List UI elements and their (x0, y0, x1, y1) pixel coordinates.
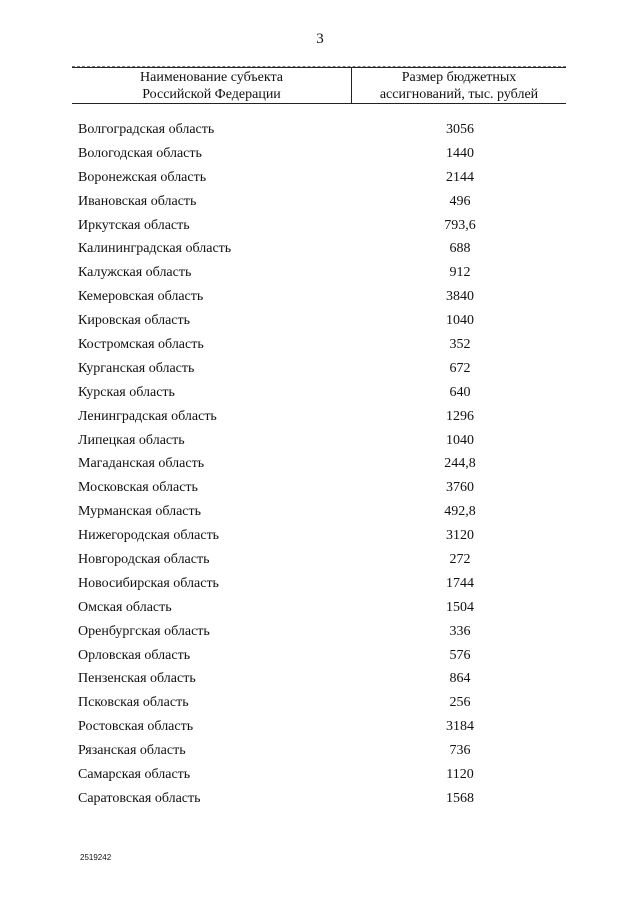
budget-amount: 1120 (446, 767, 474, 783)
region-name: Московская область (78, 480, 198, 496)
region-name: Магаданская область (78, 456, 205, 472)
region-name: Курганская область (78, 360, 195, 376)
table-row (78, 261, 558, 285)
region-name: Оренбургская область (78, 623, 210, 639)
table-row (78, 739, 558, 763)
table-row (78, 691, 558, 715)
budget-amount: 1504 (446, 599, 474, 615)
region-name: Ленинградская область (78, 408, 217, 424)
header-amount-line-1: Размер бюджетных (401, 70, 517, 85)
budget-amount: 1568 (446, 790, 474, 806)
budget-amount: 244,8 (444, 456, 476, 472)
budget-amount: 3840 (446, 289, 474, 305)
table-row (78, 285, 558, 309)
region-name: Калужская область (78, 265, 192, 281)
region-name: Иркутская область (78, 217, 190, 233)
region-name: Костромская область (78, 337, 204, 353)
header-region-line-1: Наименование субъекта (140, 70, 283, 85)
budget-amount: 2144 (446, 169, 474, 185)
table-row (78, 381, 558, 405)
region-name: Саратовская область (78, 790, 201, 806)
table-row (78, 763, 558, 787)
budget-amount: 352 (449, 337, 471, 353)
table-row (78, 357, 558, 381)
table-body (78, 118, 558, 811)
region-name: Кировская область (78, 313, 191, 329)
region-name: Псковская область (78, 695, 189, 711)
table-row (78, 500, 558, 524)
region-name: Орловская область (78, 647, 191, 663)
budget-amount: 492,8 (444, 504, 476, 520)
table-row (78, 214, 558, 238)
budget-amount: 256 (449, 695, 471, 711)
region-name: Кемеровская область (78, 289, 204, 305)
table-row (78, 237, 558, 261)
budget-amount: 336 (449, 623, 471, 639)
region-name: Вологодская область (78, 145, 202, 161)
table-row (78, 429, 558, 453)
table-row (78, 667, 558, 691)
region-name: Мурманская область (78, 504, 202, 520)
budget-amount: 3120 (446, 528, 474, 544)
budget-amount: 576 (449, 647, 471, 663)
budget-amount: 1440 (446, 145, 474, 161)
table-row (78, 190, 558, 214)
region-name: Ростовская область (78, 719, 194, 735)
table-row (78, 476, 558, 500)
budget-amount: 688 (449, 241, 471, 257)
table-row (78, 548, 558, 572)
budget-amount: 3184 (446, 719, 474, 735)
budget-amount: 496 (449, 193, 471, 209)
table-row (78, 596, 558, 620)
region-name: Омская область (78, 599, 172, 615)
budget-amount: 3056 (446, 122, 474, 137)
region-name: Курская область (78, 384, 175, 400)
header-bottom-rule (72, 103, 566, 104)
region-name: Калининградская область (78, 241, 232, 257)
table-row (78, 715, 558, 739)
region-name: Рязанская область (78, 743, 186, 759)
budget-amount: 1296 (446, 408, 474, 424)
page-number: 3 (316, 31, 324, 47)
table-row (78, 405, 558, 429)
header-amount (352, 69, 566, 103)
region-name: Самарская область (78, 767, 191, 783)
budget-amount: 736 (449, 743, 471, 759)
region-name: Волгоградская область (78, 122, 215, 137)
header-amount-line-2: ассигнований, тыс. рублей (379, 87, 539, 102)
region-name: Липецкая область (78, 432, 185, 448)
budget-amount: 272 (449, 552, 471, 568)
region-name: Пензенская область (78, 671, 196, 687)
table-row (78, 620, 558, 644)
region-name: Нижегородская область (78, 528, 220, 544)
header-region-line-2: Российской Федерации (142, 87, 281, 102)
table-row (78, 118, 558, 142)
table-row (78, 787, 558, 811)
table-row (78, 142, 558, 166)
budget-amount: 672 (449, 360, 471, 376)
table-row (78, 452, 558, 476)
header-top-rule (72, 67, 566, 68)
table-row (78, 572, 558, 596)
budget-amount: 864 (449, 671, 471, 687)
budget-amount: 1040 (446, 432, 474, 448)
header-region-name (72, 69, 351, 103)
region-name: Новгородская область (78, 552, 210, 568)
budget-amount: 3760 (446, 480, 474, 496)
table-header (72, 67, 566, 103)
region-name: Новосибирская область (78, 575, 219, 591)
budget-amount: 1040 (446, 313, 474, 329)
table-row (78, 333, 558, 357)
table-row (78, 524, 558, 548)
region-name: Воронежская область (78, 169, 207, 185)
budget-amount: 912 (449, 265, 471, 281)
table-row (78, 309, 558, 333)
region-name: Ивановская область (78, 193, 197, 209)
budget-amount: 640 (449, 384, 471, 400)
table-row (78, 166, 558, 190)
document-code: 2519242 (80, 853, 112, 862)
budget-amount: 793,6 (444, 217, 476, 233)
budget-amount: 1744 (446, 575, 474, 591)
table-row (78, 644, 558, 668)
